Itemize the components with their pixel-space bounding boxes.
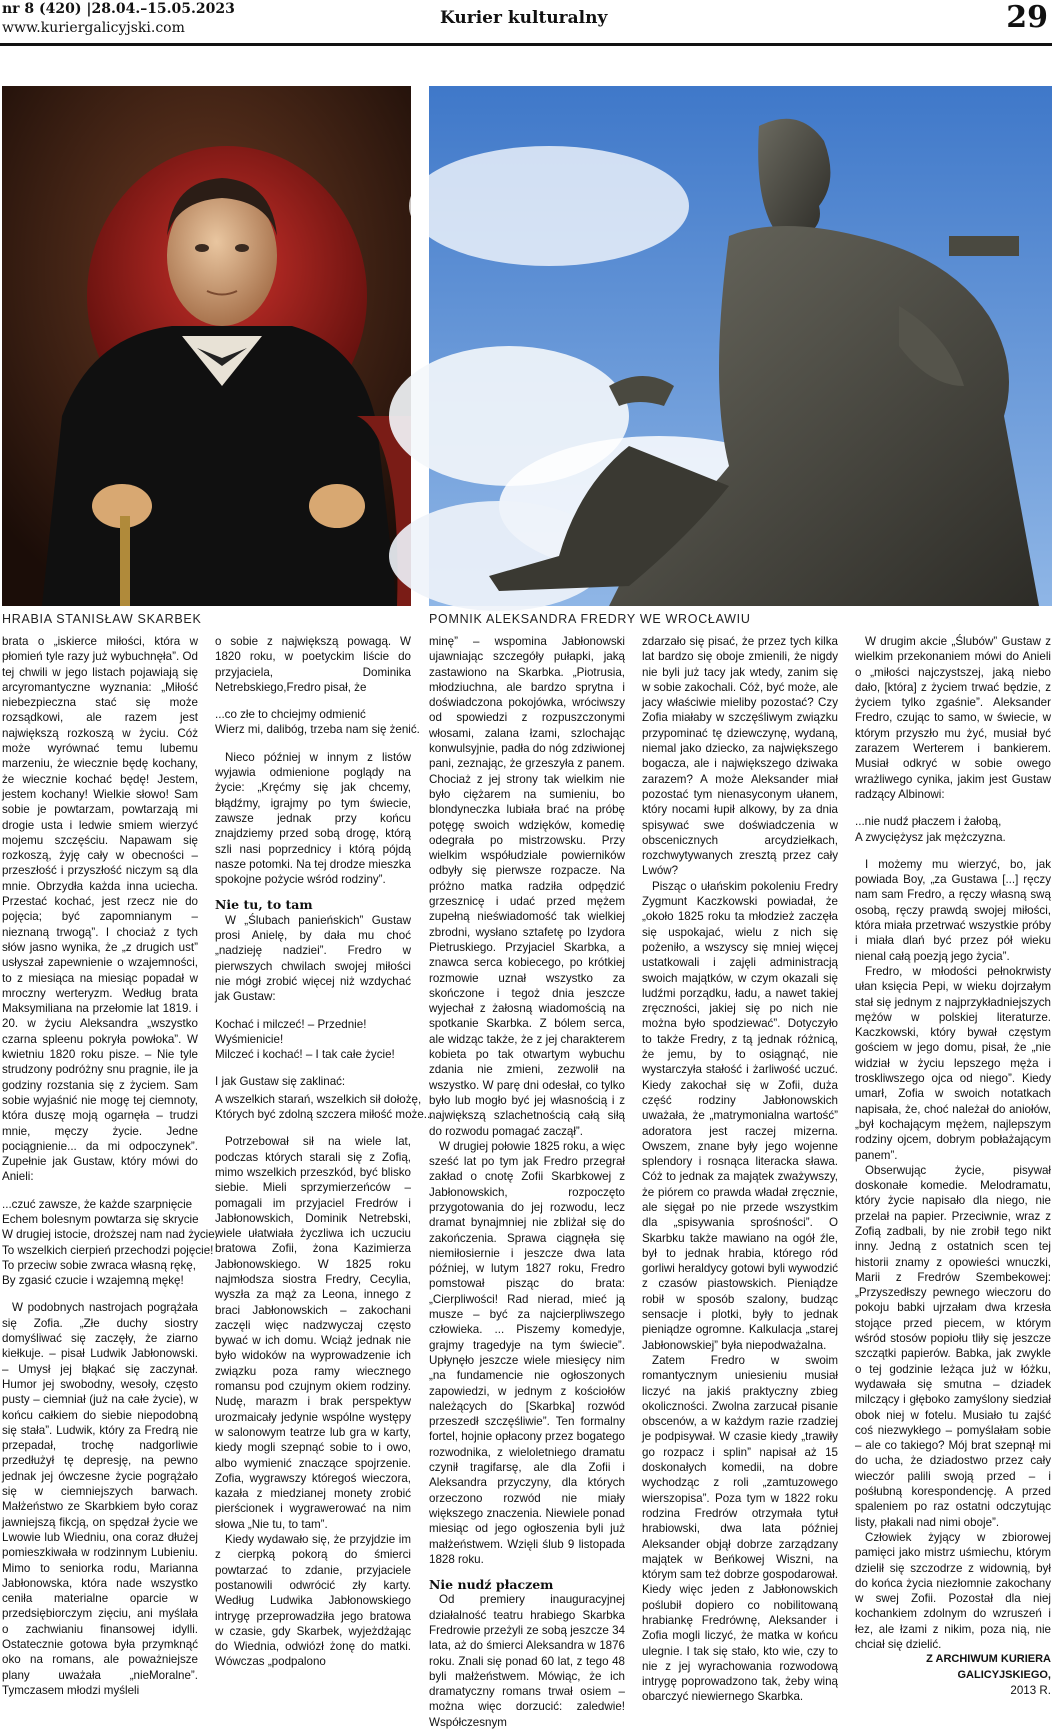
portrait-image (2, 86, 411, 606)
paragraph: Pisząc o ułańskim pokoleniu Fredry Zygmunt Kaczkowski powiadał, że „około 1825 roku ta młodzież zaczęła się uspokajać, wielu z nich się pożeniło, a wszyscy się mniej więcej ustatkowali i zajęli administracją swoich majątków, w czym okazali się ludźmi porządku, ładu, a nawet takiej zręczności, jakiej się po nich nie można było spodziewać”. Dotyczyło to także Fredry, z tą jednak różnicą, że jemu, by to osiągnąć, nie wystarczyła stałość i żarliwość uczuć. Kiedy zakochał się w Zofii, duża część rodziny Jabłonowskich uważała, że „matrymonialna wartość” adoratora jest raczej mizerna. Owszem, znane były jego wojenne splendory i rosnąca literacka sława. Cóż to jednak za majątek zważywszy, że piórem co prawda władał zręcznie, ale sięgał po nie przede wszystkim dla „spisywania sprośności”. O Skarbku także mawiano na ogół źle, był to jednak hrabia, którego ród gorliwi heraldycy gotowi byli wywodzić z czasów piastowskich. Pieniądze robił w sposób szalony, budząc sensacje i plotki, były to jednak pieniądze ogromne. Kalkulacja „starej Jabłonowskiej” była niepodważalna. (642, 879, 838, 1352)
monument-image (429, 86, 1052, 606)
verse-quote (215, 1092, 434, 1123)
verse-line: ...co złe to chciejmy odmienić (215, 708, 366, 722)
monument-caption: POMNIK ALEKSANDRA FREDRY WE WROCŁAWIU (429, 612, 751, 626)
page-header (0, 0, 1052, 46)
paragraph: minę” – wspomina Jabłonowski ujawniając szczegóły pułapki, jaką zastawiono na Skarbka. „Piotrusia, młodziuchna, ale bardzo sprytna i doświadczona pokojówka, wróciwszy od spowiedzi z rozpuszczonymi włosami, zalana łzami, szlochając konwulsyjnie, padła do nóg zdziwionej pani, zeznając, że grzeszyła z panem. Chociaż z jej strony tak wielkim nie było ciężarem na sumieniu, bo blondyneczka lubiała brać na próbę potęgę swoich wdzięków, komedię odegrała po mistrzowsku. Przy wielkim współudziale powierników odbyły się pierwsze rozpacze. Na próżno matka radziła odpędzić grzesznicę i udać przed mężem zupełną nieświadomość tak wielkiej zbrodni, wysłano sztafetę po Izydora Pietruskiego. Przyjaciel Skarbka, a znawca serca kobiecego, po krótkiej rozmowie uznał wszystko za skończone i tegoż dnia jeszcze wyjechał z żałosną wiadomością na spotkanie Skarbka. Z bólem serca, ale widząc także, że z jej charakterem kobieta po tak otwartym wybuchu zdania nie zmieni, zezwolił na wszystko. W parę dni odesłał, co tylko było lub mogło być jej własnością i z największą szlachetnością całą siłą do rozwodu pomagać zaczął”. (429, 635, 625, 1138)
verse-line: To przeciw sobie zwraca własną rękę, (2, 1258, 196, 1272)
subheading: Nie nudź płaczem (429, 1577, 554, 1593)
section-title: Kurier kulturalny (440, 8, 608, 28)
portrait-caption: HRABIA STANISŁAW SKARBEK (2, 612, 202, 626)
paragraph: Nieco później w innym z listów wyjawia odmienione poglądy na życie: „Kręćmy się jak chcemy, błądźmy, igrajmy po tym świecie, zawsze jednak przy końcu znajdziemy przed sobą drogę, którą szli nasi poprzednicy i którą pójdą nasze potomki. Na tej drodze mieszka spokojne pożycie wśród rodziny”. (215, 750, 411, 887)
verse-line: Wyśmienicie! (215, 1032, 284, 1046)
paragraph: brata o „iskierce miłości, która w płomień tyle razy już wybuchnęła”. Od tej chwili w jego listach pojawiają się arcyromantyczne wyznania: „Miłość niebezpieczna stać się może rozsądkowi, ale razem jest największą rozkoszą w życiu. Cóż może wyrównać temu lubemu marzeniu, że wiecznie będę kochany, że wiecznie kochać będę! Jestem, jestem kochany! Wielkie słowo! Sam sobie je powtarzam, powtarzają mi drogie usta i ledwie smiem wierzyć mojemu szczęściu. Napawam się rozkoszą, żyję cały w obecności – przeszłość i przyszłość niczym są dla mnie. Obrzydła każda inna uciecha. Przestać kochać, jest rzecz nie do pojęcia; być zapomnianym – nieznaną trwogą”. I chociaż z tych słów jasno wynika, że „z drugich ust” usłyszał zapewnienie o wzajemności, to z miesiąca na miesiąc popadał w mroczny werteryzm. Według brata Maksymiliana na przełomie lat 1819. i 20. w życiu Aleksandra „wszystko czarna spleenu pokryła powłoka”. W kwietniu 1820 roku pisze. – Nie tyle strudzony podróżny snu pragnie, ile ja godziny rozstania się z życiem. Sam sobie wyjaśnić nie mogę tej ciemnoty, która duszę moją ogarnęła – trudzi mnie, męczy życie. Jedne pociągnienie... da mi odpoczynek”. Zupełnie jak Gustaw, który mówi do Anieli: (2, 635, 198, 1184)
verse-line: By zgasić czucie i wzajemną mękę! (2, 1274, 184, 1288)
paragraph: o sobie z największą powagą. W 1820 roku, w poetyckim liście do przyjaciela, Dominika Netrebskiego,Fredro pisał, że (215, 635, 411, 694)
issue-line: nr 8 (420) |28.04.–15.05.2023 (2, 1, 235, 17)
verse-quote (2, 1197, 218, 1289)
issue-info (2, 0, 235, 38)
page-number: 29 (1006, 0, 1048, 35)
source-year: 2013 R. (1010, 1683, 1051, 1697)
verse-line: ...czuć zawsze, że każde szarpnięcie (2, 1197, 193, 1211)
article-column-1 (2, 634, 218, 1697)
verse-line: ...nie nudź płaczem i żałobą, (855, 815, 1002, 829)
article-column-5 (855, 634, 1051, 1697)
verse-quote (215, 707, 420, 738)
header-rule (0, 43, 1052, 46)
paragraph: Obserwując życie, pisywał doskonałe komedie. Melodramatu, który życie napisało dla niego, nie przelał na papier. Przeciwnie, wraz z Zofią zadbali, by nie zrobił tego nikt inny. Jedną z ostatnich scen tej historii znamy z opowieści wnuczki, Marii z Fredrów Szembekowej: „Przyszedłszy pewnego wieczoru do pokoju babki ujrzałam dwa krzesła stojące przed piecem, w którym wśród stosów popiołu tliły się jeszcze szczątki papierów. Babka, jak zwykle o tej godzinie leżąca już w łóżku, wydawała się smutna – dziadek milczący i głęboko zamyślony siedział obok niej w fotelu. Musiało tu zajść coś niezwykłego – pomyślałam sobie – ale co takiego? Mój brat szepnął mi do ucha, że dziadostwo przez cały wieczór palili swoją przed – i pośłubną korespondencję. A przed spaleniem po raz ostatni odczytując listy, płakali nad nimi oboje”. (855, 1163, 1051, 1529)
article-column-2 (215, 634, 434, 1669)
article-column-4 (642, 634, 838, 1704)
subheading: Nie tu, to tam (215, 897, 313, 913)
paragraph: W drugiej połowie 1825 roku, a więc sześć lat po tym jak Fredro przegrał zakład o cnotę Zofii Skarbkowej z Jabłonowskich, rozpoczęto przygotowania do jej rozwodu, lecz dramat bynajmniej nie zbliżał się do zakończenia. Sprawa ciągnęła się niemiłosiernie i jeszcze dwa lata później, w lutym 1827 roku, Fredro pomstował pisząc do brata: „Cierpliwości! Rad nierad, mieć ją musze – być za najcierpliwszego człowieka. ... Piszemy komedyje, grajmy tragedyje na tym świecie”. Upłynęło jeszcze wiele miesięcy nim „na fundamencie nie ogłoszonych zapowiedzi, w jednym z kościołów należących do [Skarbka] rozwód przeszedł szczęśliwie”. Ten formalny fortel, hojnie opłacony przez bogatego rozwodnika, z wieloletniego dramatu czynił tragifarsę, ale dla Zofii i Aleksandra przyczyny, dla których orzeczono rozwód nie miały większego znaczenia. Niewiele ponad miesiąc od jego ogłoszenia byli już małżeństwem. Wzięli ślub 9 listopada 1828 roku. (429, 1139, 625, 1566)
verse-quote (215, 1017, 411, 1063)
paragraph: Od premiery inauguracyjnej działalność teatru hrabiego Skarbka Fredrowie przeżyli ze sobą jeszcze 34 lata, aż do śmierci Aleksandra w 1876 roku. Znali się ponad 60 lat, z tego 48 byli małżeństwem. Mówiąc, że ich dramatyczny romans trwał osiem – można więc dorzucić: zaledwie! Współczesnym (429, 1593, 625, 1729)
paragraph: W drugim akcie „Ślubów” Gustaw z wielkim przekonaniem mówi do Anieli o „miłości najczystszej, jaką niebo dało, [która] z życiem trwać będzie, z życiem tylko zgaśnie”. Aleksander Fredro, czując to samo, w świecie, w którym przyszło mu żyć, musiał być zarazem Werterem i bankierem. Musiał odkryć w sobie owego wrażliwego cynika, jakim jest Gustaw radzący Albinowi: (855, 635, 1051, 801)
verse-line: Echem bolesnym powtarza się skrycie (2, 1212, 199, 1226)
verse-quote (855, 814, 1051, 845)
verse-line: Wierz mi, dalibóg, trzeba nam się żenić. (215, 723, 420, 737)
verse-line: Milczeć i kochać! – I tak całe życie! (215, 1048, 395, 1062)
paragraph: Fredro, w młodości pełnokrwisty ułan księcia Pepi, w wieku dojrzałym stał się jednym z najprzykładniejszych mężów w polskiej literaturze. Kaczkowski, który bywał częstym gościem w jego domu, pisał, że „nie widział w życiu lepszego męża i troskliwszego ojca od niego”. Kiedy umarł, Zofia w swoich notatkach napisała, że, choć należał do aniołów, „był kochającym mężem, najlepszym rodziny ojcem, dobrym pobłażającym panem”. (855, 964, 1051, 1162)
paragraph: W „Ślubach panieńskich” Gustaw prosi Anielę, by dała mu choć „nadzieję nadziei”. Fredro w pierwszych chwilach swojej miłości nie mógł zrobić więcej niż wzdychać jak Gustaw: (215, 913, 411, 1004)
paragraph: Zatem Fredro w swoim romantycznym uniesieniu musiał liczyć na jakiś praktyczny zbieg okoliczności. Zwolna zarzucał pisanie obscenów, a w każdym razie rzadziej je podpisywał. W czasie kiedy „trawiły go rozpacz i splin” napisał aż 15 doskonałych komedii, na dobre wychodząc z roli „zamtuzowego wierszopisa”. Poza tym w 1822 roku rodzina Fredrów otrzymała tytuł hrabiowski, dwa lata później Aleksander objął dobrze zarządzany majątek w Beńkowej Wiszni, na którym sam też dobrze gospodarował. Kiedy więc jeden z Jabłonowskich poślubił dopiero co nobilitowaną hrabiankę Fredrównę, Aleksander i Zofia mogli liczyć, że matka w końcu ulegnie. I tak się stało, kto wie, czy to nie z jej wyrachowania rozwodową intrygę poprowadzono tak, żeby winą obarczyć niewiernego Skarbka. (642, 1353, 838, 1704)
source-credit: Z ARCHIWUM KURIERA GALICYJSKIEGO, (926, 1653, 1051, 1681)
paragraph: Potrzebował sił na wiele lat, podczas których starali się z Zofią, mimo wszelkich przeszkód, być blisko siebie. Mieli sprzymierzeńców – pomagali im przyjaciel Fredrów i Jabłonowskich, Dominik Netrebski, wiele ułatwiała życzliwa ich uczuciu bratowa Zofii, żona Kazimierza Jabłonowskiego. W 1825 roku najmłodsza siostra Fredry, Cecylia, wyszła za mąż za Leona, innego z braci Jabłonowskich – zakochani zaczęli więc nadzwyczaj często bywać w ich domu. Wciąż jednak nie było widoków na wyprowadzenie ich związku poza ramy wiecznego romansu pod czujnym okiem rodziny. Nudę, marazm i brak perspektyw urozmaicały jedynie wspólne występy w salonowym teatrze lub gra w karty, kiedy mogli szepnąć sobie to i owo, albo wymienić znaczące spojrzenie. Zofia, wygrawszy któregoś wieczora, kazała z miedzianej monety zrobić pierścionek i wygrawerować na nim słowa „Nie tu, to tam”. (215, 1135, 411, 1531)
verse-line: To wszelkich cierpień przechodzi pojęcie! (2, 1243, 214, 1257)
paragraph: zdarzało się pisać, że przez tych kilka lat bardzo się oboje zmienili, że nigdy nie byli już tacy jak wtedy, zanim się w sobie zakochali. Cóż, być może, ale jacy właściwie mieliby pozostać? Czy Zofia miałaby w szczęśliwym związku przypominać tę dziewczynę, wydaną, niemal jako dziecko, za największego bogacza, ale i największego dziwaka zarazem? A może Aleksander miał pozostać tym nienasyconym ułanem, który nocami łupił alkowy, by za dnia spisywać swe doświadczenia w obscenicznych arcydziełkach, rozchwytywanych zresztą przez cały Lwów? (642, 635, 838, 878)
verse-line: Kochać i milczeć! – Przednie! (215, 1017, 367, 1031)
paragraph: Człowiek żyjący w zbiorowej pamięci jako mistrz uśmiechu, którym dzielił się szczodrze z widownią, był do końca życia niezłomnie zakochany w swej Zofii. Pozostał dla niej kochankiem zdolnym do wzruszeń i łez, ale łzami z nikim, poza nią, nie chciał się dzielić. (855, 1530, 1051, 1651)
verse-line: W drugiej istocie, droższej nam nad życie, (2, 1228, 218, 1242)
paragraph: Kiedy wydawało się, że przyjdzie im z cierpką pokorą do śmierci powtarzać to zdanie, przyjaciele postanowili odwrócić zły karty. Według Ludwika Jabłonowskiego intrygę przeprowadziła jego bratowa w czasie, gdy Skarbek, wyjeżdżając do Wiednia, odwiózł żonę do matki. Wówczas „podpalono (215, 1533, 411, 1669)
article-column-3 (429, 634, 625, 1729)
verse-line: A zwyciężysz jak mężczyzna. (855, 830, 1006, 844)
verse-line: Których być zdolną szczera miłość może... (215, 1108, 434, 1122)
paragraph: I jak Gustaw się zaklinać: (215, 1075, 346, 1089)
website-link[interactable]: www.kuriergalicyjski.com (2, 20, 185, 36)
paragraph: I możemy mu wierzyć, bo, jak powiada Boy, „za Gustawa [...] ręczy nam sam Fredro, a ręczy własną swą osobą, ręczy prawdą swojej miłości, która miała przetrwać wszystkie próby i miała dlań być przez pół wieku nienal całą poezją jego życia”. (855, 857, 1051, 963)
paragraph: W podobnych nastrojach pogrążała się Zofia. „Złe duchy siostry domyśliwać się zaczęły, że ziarno kiełkuje. – pisał Ludwik Jabłonowski. – Umysł jej błąkać się zaczynał. Humor jej swobodny, wesoły, często pusty – ciemniał (już na całe życie), w końcu całkiem do siebie niepodobną się stała”. Ludwik, który za Fredrą nie przepadał, trochę nadgorliwie przedłużył tę depresję, na pewno jednak jej ówczesne życie pogrążało się w ciemniejszych barwach. Małżeństwo ze Skarbkiem było coraz jawniejszą fikcją, on spędzał życie we Lwowie lub Wiedniu, ona coraz dłużej pomieszkiwała w rodzinnym Lubieniu. Mimo to seniorka rodu, Marianna Jabłonowska, która nade wszystko ceniła materialne oparcie w przedsiębiorczym zięciu, ani myślała o zachwianiu finansowej idylli. Ostatecznie gotowa była przymknąć oko na romans, ale poważniejsze plany uważała „nieMoralne”. Tymczasem młodzi myśleli (2, 1301, 198, 1697)
verse-line: A wszelkich starań, wszelkich sił dołożę, (215, 1092, 422, 1106)
